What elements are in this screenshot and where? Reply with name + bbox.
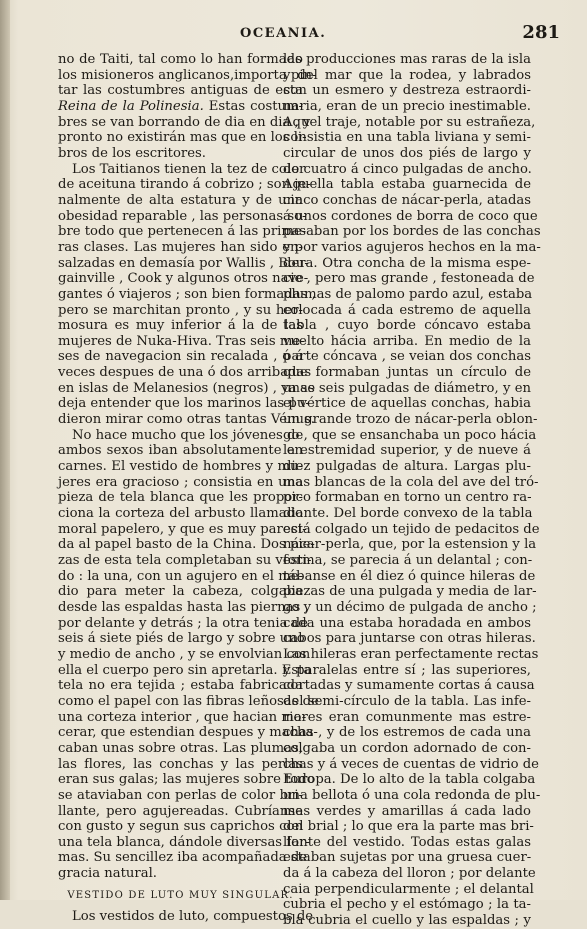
text-line: Aquella tabla estaba guarnecida de (283, 177, 531, 193)
text-line: pasaban por los bordes de las conchas (283, 224, 541, 240)
text-line: cerar, que estendian despues y macha- (58, 725, 318, 741)
text-line: y por varios agujeros hechos en la ma- (283, 239, 541, 255)
text-line: pero se marchitan pronto , y su her- (58, 302, 303, 318)
running-head (50, 22, 560, 44)
text-line: las flores, las conchas y las perlas (58, 756, 303, 772)
text-line: salzadas en demasía por Wallis , Bou- (58, 255, 309, 271)
text-line: carnes. El vestido de hombres y mu- (58, 459, 303, 475)
text-line: ses de navegacion sin recalada , ó á (58, 349, 303, 365)
text-line: dio para meter la cabeza, colgaba (58, 584, 303, 600)
text-line: seis á siete piés de largo y sobre uno (58, 631, 305, 647)
text-line: plumas de palomo pardo azul, estaba (283, 286, 533, 302)
text-line: cortadas y sumamente cortas á causa (283, 678, 535, 694)
page-binding-edge (0, 0, 10, 900)
text-line: la estremidad superior, y de nueve á (283, 443, 531, 459)
text-line: pronto no existirán mas que en los li- (58, 130, 307, 146)
text-line: mas verdes y amarillas á cada lado (283, 803, 531, 819)
text-line: colgaba un cordon adornado de con- (283, 740, 531, 756)
text-line: bros de los escritores. (58, 145, 206, 161)
section-heading: VESTIDO DE LUTO MUY SINGULAR. (67, 889, 294, 901)
text-line: de cuatro á cinco pulgadas de ancho. (283, 161, 532, 177)
text-line: Los Taitianos tienen la tez de color (72, 161, 306, 177)
text-line: forma, se parecia á un delantal ; con- (283, 553, 533, 568)
text-line: cubria el pecho y el estómago ; la ta- (283, 897, 531, 913)
text-line: Aquel traje, notable por su estrañeza, (283, 114, 536, 130)
text-line: nalmente de alta estatura y de una (58, 192, 303, 208)
text-line: bre todo que pertenecen á las prime- (58, 224, 307, 240)
text-line: del semi-círculo de la tabla. Las infe- (283, 693, 531, 709)
text-line: Las hileras eran perfectamente rectas (283, 646, 539, 662)
left-text-column (58, 52, 319, 925)
text-line: zas de esta tela completaban su vesti- (58, 553, 312, 568)
text-line: caia perpendicularmente ; el delantal (283, 881, 534, 897)
text-line: da al papel basto de la China. Dos pie- (58, 537, 315, 553)
text-line: jeres era gracioso ; consistia en una (58, 474, 303, 490)
text-line: go y un décimo de pulgada de ancho ; (283, 599, 537, 615)
text-line: el vértice de aquellas conchas, habia (283, 396, 531, 412)
text-line: pieza de tela blanca que les propor- (58, 490, 303, 506)
text-line: de aceituna tirando á cobrizo ; son je- (58, 177, 311, 193)
text-line: bres se van borrando de dia en dia , y (58, 114, 311, 130)
text-line: en islas de Melanesios (negros) , ya se (58, 380, 316, 396)
text-line: con un esmero y destreza estraordi- (283, 83, 531, 99)
text-line: riores eran comunmente mas estre- (283, 709, 531, 725)
text-line: dera. Otra concha de la misma espe- (283, 255, 531, 271)
text-line: do : la una, con un agujero en el me- (58, 568, 303, 584)
text-line: No hace mucho que los jóvenes de (72, 427, 304, 443)
text-line: mosura es muy inferior á la de las (58, 318, 303, 334)
text-line: tabla , cuyo borde cóncavo estaba (283, 318, 531, 334)
text-line: y del mar que la rodea, y labrados (283, 67, 531, 83)
text-line: obesidad reparable , las personas so- (58, 208, 307, 224)
text-line: una bellota ó una cola redonda de plu- (283, 787, 541, 803)
text-line: circular de unos dos piés de largo y (283, 145, 531, 161)
text-line: desde las espaldas hasta las piernas , (58, 599, 309, 615)
text-line: Europa. De lo alto de la tabla colgaba (283, 772, 536, 788)
text-line: ella el cuerpo pero sin apretarla. Esta (58, 662, 312, 678)
text-line: Los vestidos de luto, compuestos de (72, 909, 314, 925)
text-line: da á la cabeza del lloron ; por delante (283, 866, 536, 882)
text-line: consistia en una tabla liviana y semi- (283, 130, 531, 146)
text-line: estaban sujetas por una gruesa cuer- (283, 850, 532, 866)
text-line: naria, eran de un precio inestimable. (283, 98, 531, 114)
text-line: tábanse en él diez ó quince hileras de (283, 568, 536, 584)
running-head-title: OCEANIA. (240, 26, 327, 41)
text-line: deja entender que los marinos las pu- (58, 396, 310, 412)
text-line: piezas de una pulgada y media de lar- (283, 584, 537, 600)
text-line: bla cubria el cuello y las espaldas ; y (283, 913, 531, 929)
text-line: mas. Su sencillez iba acompañada de (58, 850, 308, 866)
text-line: con gusto y segun sus caprichos con (58, 819, 303, 835)
text-line: las producciones mas raras de la isla (283, 52, 531, 67)
text-line: una corteza interior , que hacian ma- (58, 709, 307, 725)
text-line: mas blancas de la cola del ave del tró- (283, 474, 539, 490)
text-line: cinco conchas de nácar-perla, atadas (283, 192, 532, 208)
text-line: se ataviaban con perlas de color bri- (58, 787, 303, 803)
text-line: cada una estaba horadada en ambos (283, 615, 531, 631)
text-line: moral papelero, y que es muy pareci- (58, 521, 307, 537)
text-line: llante, pero agujereadas. Cubríanse (58, 803, 303, 819)
text-line: gracia natural. (58, 866, 157, 882)
text-line: no de Taiti, tal como lo han formado (58, 52, 303, 67)
text-line: mujeres de Nuka-Hiva. Tras seis me- (58, 333, 305, 349)
text-line: y paralelas entre sí ; las superiores, (283, 662, 531, 678)
text-line: está colgado un tejido de pedacitos de (283, 521, 540, 537)
text-line: go , que se ensanchaba un poco hácia (283, 427, 537, 443)
text-line: caban unas sobre otras. Las plumas, (58, 740, 303, 756)
text-line: Reina de la Polinesia. Estas costum- (58, 98, 303, 114)
text-line: una tela blanca, dándole diversas for- (58, 834, 310, 850)
text-line: cie , pero mas grande , festoneada de (283, 271, 535, 287)
text-line: como el papel con las fibras leñosas de (58, 693, 319, 709)
text-line: ras clases. Las mujeres han sido en- (58, 239, 303, 255)
text-line: del brial ; lo que era la parte mas bri- (283, 819, 534, 835)
text-line: dieron mirar como otras tantas Vénus. (58, 412, 315, 428)
text-line: veces despues de una ó dos arribadas (58, 365, 312, 381)
text-line: cabos para juntarse con otras hileras. (283, 631, 536, 647)
text-line: ciona la corteza del arbusto llamado (58, 506, 303, 522)
text-line: tela no era tejida ; estaba fabricada (58, 678, 303, 694)
right-text-column (283, 52, 541, 929)
text-line: pico formaban en torno un centro ra- (283, 490, 532, 506)
text-line: un grande trozo de nácar-perla oblon- (283, 412, 538, 428)
text-line: colocada á cada estremo de aquella (283, 302, 531, 318)
text-line: tar las costumbres antiguas de esta (58, 83, 303, 99)
text-line: y medio de ancho , y se envolvian con (58, 646, 311, 662)
text-line: ambos sexos iban absolutamente en (58, 443, 303, 459)
text-line: nácar-perla, que, por la estension y la (283, 537, 537, 553)
text-line: gainville , Cook y algunos otros nave- (58, 271, 309, 287)
text-line: á unos cordones de borra de coco que (283, 208, 538, 224)
text-line: chas , y de los estremos de cada una (283, 725, 531, 741)
text-line: unas seis pulgadas de diámetro, y en (283, 380, 531, 396)
page-number: 281 (522, 22, 560, 43)
text-line: los misioneros anglicanos,importa pin- (58, 67, 317, 83)
text-line: llante del vestido. Todas estas galas (283, 834, 531, 850)
text-line: gantes ó viajeros ; son bien formadas , (58, 286, 316, 302)
text-line: por delante y detrás ; la otra tenia de (58, 615, 308, 631)
text-line: vuelto hácia arriba. En medio de la (283, 333, 531, 349)
text-line: diez pulgadas de altura. Largas plu- (283, 459, 531, 475)
text-line: chas y á veces de cuentas de vidrio de (283, 756, 539, 772)
text-line: diante. Del borde convexo de la tabla (283, 506, 533, 522)
text-line: eran sus galas; las mujeres sobre todo (58, 772, 315, 788)
text-line: que formaban juntas un círculo de (283, 365, 531, 381)
text-line: parte cóncava , se veian dos conchas (283, 349, 531, 365)
